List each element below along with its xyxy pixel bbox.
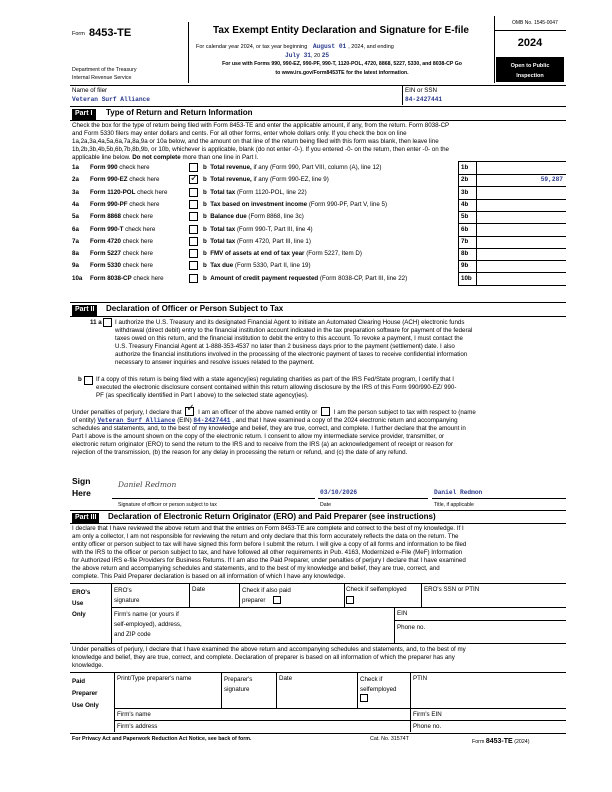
- firms-address-field[interactable]: Firm's address: [117, 723, 158, 730]
- cat-number: Cat. No. 31574T: [370, 736, 409, 742]
- preparer-name-field[interactable]: Print/Type preparer's name: [117, 675, 192, 682]
- line-ref: 5b: [461, 213, 469, 221]
- tax-year: 2024: [517, 37, 543, 49]
- begin-date[interactable]: August 01: [312, 43, 347, 50]
- preparer-date-field[interactable]: Date: [279, 675, 293, 682]
- line-form-label: Form 1120-POL check here: [90, 188, 168, 196]
- line-4a-checkbox[interactable]: [189, 200, 198, 209]
- line-number: 9a: [72, 262, 79, 270]
- line-ref: 7b: [461, 237, 469, 245]
- form-title: Tax Exempt Entity Declaration and Signature for E-file: [213, 25, 469, 36]
- line-1a-checkbox[interactable]: [189, 163, 198, 172]
- ero-ssn-ptin-field[interactable]: ERO's SSN or PTIN: [424, 586, 480, 593]
- footer-form-id: Form 8453-TE (2024): [472, 738, 530, 745]
- line-ref: 3b: [461, 188, 469, 196]
- line-number: 10a: [72, 274, 83, 282]
- line-5a-checkbox[interactable]: [189, 212, 198, 221]
- check-self-employed-label: Check if selfemployed: [346, 586, 407, 593]
- line-number: 2a: [72, 176, 79, 184]
- form-word: Form: [72, 31, 85, 37]
- line-7a-checkbox[interactable]: [189, 237, 198, 246]
- line-ref: 2b: [461, 176, 469, 184]
- line-b-description: b Total revenue, if any (Form 990-EZ, line 9): [203, 176, 329, 184]
- line-11b-label: b: [78, 376, 82, 383]
- preparer-ptin-field[interactable]: PTIN: [413, 675, 428, 682]
- line-b-description: b FMV of assets at end of tax year (Form 5227, Item D): [203, 250, 362, 258]
- line-ref: 9b: [461, 262, 469, 270]
- here-label: Here: [72, 488, 91, 498]
- firms-ein-field[interactable]: Firm's EIN: [413, 711, 442, 718]
- title-caption: Title, if applicable: [434, 502, 474, 508]
- line-ref: 1b: [461, 164, 469, 171]
- part1-label: Part I: [72, 109, 96, 120]
- line-form-label: Form 990-PF check here: [90, 200, 160, 208]
- line-number: 1a: [72, 164, 79, 171]
- firm-name-field[interactable]: Firm's name (or yours if self-employed), address, and ZIP code: [114, 611, 182, 638]
- line-b-description: b Tax based on investment income (Form 990-PF, Part V, line 5): [203, 200, 388, 208]
- end-year[interactable]: 25: [321, 52, 330, 59]
- line-number: 5a: [72, 213, 79, 221]
- line-ref: 4b: [461, 200, 469, 208]
- line-ref: 8b: [461, 250, 469, 258]
- self-employed-checkbox[interactable]: [346, 596, 354, 604]
- preparer-self-employed-checkbox[interactable]: [360, 694, 368, 702]
- end-date[interactable]: July 31: [285, 52, 311, 59]
- paid-preparer-use-only-label: Paid Preparer Use Only: [72, 678, 99, 709]
- line-ref: 6b: [461, 225, 469, 233]
- calendar-line: For calendar year 2024, or tax year beginning August 01 , 2024, and ending: [196, 43, 394, 50]
- line-number: 3a: [72, 188, 79, 196]
- line-8a-checkbox[interactable]: [189, 249, 198, 258]
- line-number: 7a: [72, 237, 79, 245]
- ero-phone-field[interactable]: Phone no.: [397, 624, 426, 631]
- line-form-label: Form 8038-CP check here: [90, 274, 164, 282]
- date-caption: Date: [320, 502, 331, 508]
- paid-preparer-checkbox[interactable]: [273, 596, 281, 604]
- line-form-label: Form 5227 check here: [90, 250, 153, 258]
- line-number: 8a: [72, 250, 79, 258]
- url-line: to www.irs.gov/Form8453TE for the latest information.: [275, 70, 409, 76]
- part1-intro: Check the box for the type of return being filed with Form 8453-TE and enter the applicable amount, if any, from the return. Form 8038-CP and Form 5330 filers may enter dollars and cents. For all other forms, enter whole dollars only. If you check the box on line 1a,2a,3a,4a,5a,6a,7a,8a,9a or 10a below, and the amount on that line of the return being filed with this form was blank, then leave line 1b,2b,3b,4b,5b,6b,7b,8b,9b, or 10b, whichever is applicable, blank (do not enter -0-). If you entered -0- on the return, then enter -0- on the applicable line below. Do not complete more than one line in Part I.: [72, 122, 450, 161]
- line-ref: 10b: [461, 274, 472, 282]
- line-11b-text: If a copy of this return is being filed with a state agency(ies) regulating charities as part of the IRS Fed/State program, I certify that I executed the electronic disclosure consent contained within this return allowing disclosure by the IRS of this Form 990/990-EZ/ 990- PF (as specifically identified in Part I above) to the selected state agency(ies).: [96, 376, 457, 399]
- line-b-description: b Total tax (Form 990-T, Part III, line 4): [203, 225, 313, 233]
- line-b-description: b Total tax (Form 4720, Part III, line 1): [203, 237, 311, 245]
- line-number: 4a: [72, 200, 79, 208]
- ero-signature-field[interactable]: ERO's signature: [114, 587, 140, 604]
- part3-label: Part III: [72, 513, 99, 524]
- line-11a-text: I authorize the U.S. Treasury and its designated Financial Agent to initiate an Automated Clearing House (ACH) electronic funds withdrawal (direct debit) entry to the financial institution account indicated in the tax preparation software for payment of the federal taxes owed on this return, and the financial institution to debit the entry to this account. To revoke a payment, I must contact the U.S. Treasury Financial Agent at 1-888-353-4537 no later than 2 business days prior to the payment (settlement) date. I also authorize the financial institutions involved in the processing of the electronic payment of taxes to receive confidential information necessary to answer inquiries and resolve issues related to the payment.: [115, 319, 473, 366]
- form-number: 8453-TE: [89, 27, 132, 39]
- line-form-label: Form 990-EZ check here: [90, 176, 160, 184]
- line-10a-checkbox[interactable]: [189, 274, 198, 283]
- line-b-description: b Total tax (Form 1120-POL, line 22): [203, 188, 307, 196]
- filer-name[interactable]: Veteran Surf Alliance: [72, 96, 150, 103]
- part2-label: Part II: [72, 305, 97, 316]
- firms-name-field[interactable]: Firm's name: [117, 711, 151, 718]
- line-form-label: Form 990-T check here: [90, 225, 156, 233]
- part2-title: Declaration of Officer or Person Subject to Tax: [106, 304, 284, 313]
- preparer-phone-field[interactable]: Phone no.: [413, 723, 442, 730]
- preparer-check-self-label: Check if selfemployed: [360, 676, 397, 693]
- line-form-label: Form 8868 check here: [90, 213, 153, 221]
- privacy-notice: For Privacy Act and Paperwork Reduction Act Notice, see back of form.: [72, 736, 252, 742]
- part1-title: Type of Return and Return Information: [106, 108, 253, 117]
- entity-ein[interactable]: 84-2427441: [193, 417, 231, 424]
- line-6a-checkbox[interactable]: [189, 225, 198, 234]
- line-2b-amount[interactable]: 59,287: [540, 176, 563, 184]
- open-to-public-badge: Open to Public Inspection: [496, 57, 564, 82]
- line-11b-checkbox[interactable]: [84, 376, 93, 385]
- signer-title[interactable]: Daniel Redmon: [434, 489, 483, 496]
- ero-use-only-label: ERO's Use Only: [72, 589, 91, 618]
- signature-date[interactable]: 03/10/2026: [320, 489, 358, 496]
- line-9a-checkbox[interactable]: [189, 261, 198, 270]
- dept-line1: Department of the Treasury: [72, 67, 137, 73]
- line-b-description: b Tax due (Form 5330, Part II, line 19): [203, 262, 311, 270]
- line-3a-checkbox[interactable]: [189, 188, 198, 197]
- preparer-signature-field[interactable]: Preparer's signature: [224, 676, 253, 693]
- officer-signature[interactable]: Daniel Redmon: [118, 480, 177, 489]
- line-b-description: b Amount of credit payment requested (Form 8038-CP, Part III, line 22): [203, 274, 408, 282]
- omb-number: OMB No. 1545-0047: [512, 20, 558, 26]
- perjury-declaration: Under penalties of perjury, I declare that ✓ I am an officer of the above named entity or I am the person subject to tax with respect to (name of entity) Veteran Surf Alliance (EIN) 84-2427441 , and that I have examined a copy of the 2024 electronic return and accompanying schedules and statements, and, to the best of my knowledge and belief, they are true, correct, and complete. I further declare that the amount in Part I above is the amount shown on the copy of the electronic return. I consent to allow my intermediate service provider, transmitter, or electronic return originator (ERO) to send the return to the IRS and to receive from the IRS (a) an acknowledgement of receipt or reason for rejection of the transmission, (b) the reason for any delay in processing the return or refund, and (c) the date of any refund.: [72, 407, 566, 457]
- entity-name[interactable]: Veteran Surf Alliance: [97, 417, 176, 424]
- ero-date-field[interactable]: Date: [192, 586, 206, 593]
- filer-ein[interactable]: 84-2427441: [405, 96, 443, 103]
- ero-ein-field[interactable]: EIN: [397, 610, 408, 617]
- sign-label: Sign: [72, 476, 91, 486]
- line-number: 6a: [72, 225, 79, 233]
- signature-caption: Signature of officer or person subject to tax: [118, 502, 217, 508]
- line-2a-checkbox[interactable]: [189, 175, 198, 184]
- person-subject-checkbox[interactable]: [321, 407, 330, 416]
- preparer-perjury: Under penalties of perjury, I declare that I have examined the above return and accompanying schedules and statements, and, to the best of my knowledge and belief, they are true, correct, and complete. Declaration of preparer is based on all information of which the preparer has any knowledge.: [72, 646, 466, 669]
- check-paid-preparer-label: Check if also paid preparer: [242, 587, 291, 604]
- line-form-label: Form 4720 check here: [90, 237, 153, 245]
- line-b-description: b Balance due (Form 8868, line 3c): [203, 213, 304, 221]
- line-11a-checkbox[interactable]: [103, 318, 112, 327]
- ein-label: EIN or SSN: [405, 87, 437, 94]
- use-with-line: For use with Forms 990, 990-EZ, 990-PF, 990-T, 1120-POL, 4720, 8868, 5227, 5330, and 8038-CP Go: [222, 61, 462, 67]
- part3-declaration: I declare that I have reviewed the above return and that the entries on Form 8453-TE are complete and correct to the best of my knowledge. If I am only a collector, I am not responsible for reviewing the return and only declare that this form accurately reflects the data on the return. The entity officer or person subject to tax will have signed this form before I submit the return. I will give a copy of all forms and information to be filed with the IRS to the officer or person subject to tax, and have followed all other requirements in Pub. 4163, Modernized e-File (MeF) Information for Authorized IRS e-file Providers for Business Returns. If I am also the Paid Preparer, under penalties of perjury I declare that I have examined the above return and accompanying schedules and statements, and to the best of my knowledge and belief, they are true, correct, and complete. This Paid Preparer declaration is based on all information of which I have any knowledge.: [72, 525, 467, 580]
- line-11a-label: 11 a: [90, 319, 102, 326]
- part3-title: Declaration of Electronic Return Originator (ERO) and Paid Preparer (see instructions): [108, 512, 436, 521]
- officer-checkbox[interactable]: [185, 407, 194, 416]
- dept-line2: Internal Revenue Service: [72, 75, 132, 81]
- filer-name-label: Name of filer: [72, 87, 108, 94]
- line-form-label: Form 990 check here: [90, 164, 150, 171]
- end-date-line: July 31, 20 25: [285, 52, 330, 59]
- line-form-label: Form 5330 check here: [90, 262, 153, 270]
- line-b-description: b Total revenue, if any (Form 990, Part VIII, column (A), line 12): [203, 164, 382, 171]
